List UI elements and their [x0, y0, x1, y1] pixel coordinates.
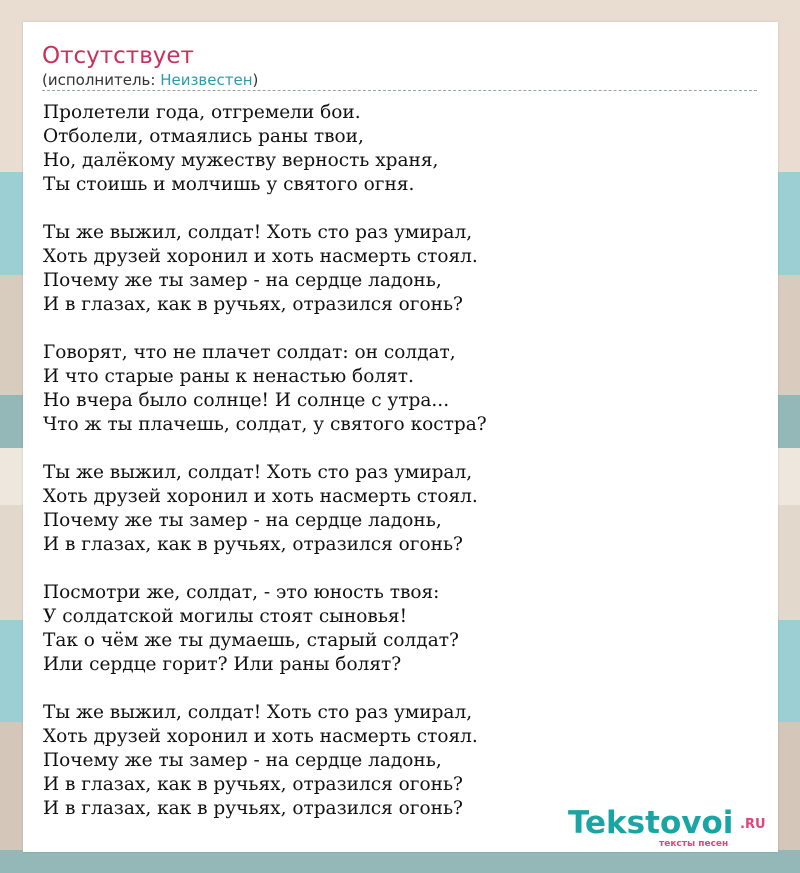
lyric-line: Ты же выжил, солдат! Хоть сто раз умирал,: [43, 462, 473, 483]
lyrics-card: [23, 22, 778, 852]
lyric-line: Хоть друзей хоронил и хоть насмерть стоял.: [43, 246, 478, 267]
stanza-5: [43, 581, 743, 677]
lyric-line: Посмотри же, солдат, - это юность твоя:: [43, 582, 440, 603]
lyric-line: Но, далёкому мужеству верность храня,: [43, 150, 439, 171]
lyric-line: У солдатской могилы стоят сыновья!: [43, 606, 408, 627]
lyric-line: И что старые раны к ненастью болят.: [43, 366, 414, 387]
lyric-line: Ты же выжил, солдат! Хоть сто раз умирал,: [43, 702, 473, 723]
lyric-line: И в глазах, как в ручьях, отразился огонь?: [43, 294, 463, 315]
title-divider: [42, 90, 757, 91]
artist-line: [42, 70, 258, 90]
site-logo[interactable]: [568, 806, 773, 851]
lyric-line: Отболели, отмаялись раны твои,: [43, 126, 364, 147]
song-title: Отсутствует: [42, 43, 194, 69]
logo-wordmark: Tekstovoi: [568, 805, 734, 841]
stanza-6: [43, 701, 743, 821]
lyric-line: Почему же ты замер - на сердце ладонь,: [43, 270, 442, 291]
artist-link[interactable]: Неизвестен: [160, 71, 253, 89]
stanza-2: [43, 221, 743, 317]
lyric-line: Но вчера было солнце! И солнце с утра...: [43, 390, 450, 411]
lyric-line: Пролетели года, отгремели бои.: [43, 102, 361, 123]
lyric-line: Хоть друзей хоронил и хоть насмерть стоял.: [43, 486, 478, 507]
lyric-line: Так о чём же ты думаешь, старый солдат?: [43, 630, 459, 651]
logo-tld: .RU: [740, 817, 766, 832]
logo-tagline: тексты песен: [659, 839, 729, 849]
lyric-line: Или сердце горит? Или раны болят?: [43, 654, 402, 675]
lyric-line: Почему же ты замер - на сердце ладонь,: [43, 750, 442, 771]
artist-prefix: (исполнитель:: [42, 71, 161, 89]
lyric-line: Ты стоишь и молчишь у святого огня.: [43, 174, 415, 195]
artist-suffix: ): [252, 71, 259, 89]
lyric-line: Ты же выжил, солдат! Хоть сто раз умирал,: [43, 222, 473, 243]
stanza-4: [43, 461, 743, 557]
lyric-line: И в глазах, как в ручьях, отразился огонь?: [43, 534, 463, 555]
lyric-line: Почему же ты замер - на сердце ладонь,: [43, 510, 442, 531]
lyric-line: Говорят, что не плачет солдат: он солдат,: [43, 342, 456, 363]
lyric-line: Хоть друзей хоронил и хоть насмерть стоял.: [43, 726, 478, 747]
lyric-line: И в глазах, как в ручьях, отразился огонь?: [43, 774, 463, 795]
lyric-line: И в глазах, как в ручьях, отразился огонь?: [43, 798, 463, 819]
stanza-3: [43, 341, 743, 437]
lyric-line: Что ж ты плачешь, солдат, у святого костра?: [43, 414, 487, 435]
stanza-1: [43, 101, 743, 197]
lyrics-body: [43, 101, 743, 845]
